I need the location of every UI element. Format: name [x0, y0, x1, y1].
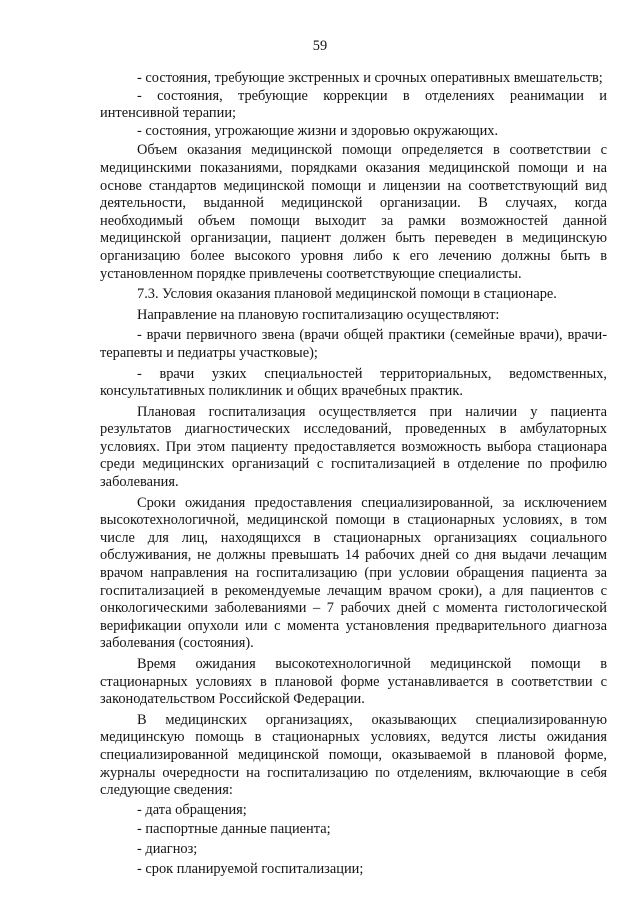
- paragraph-scope-of-care: Объем оказания медицинской помощи определяется в соответствии с медицинскими показаниями, порядками оказания медицинской помощи и на основе стандартов медицинской помощи и лицензии на соответствующий вид деятельности, выданной медицинской организации. В случаях, когда необходимый объем помощи выходит за рамки возможностей данной медицинской организации, пациент должен быть переведен в медицинскую организацию более высокого уровня либо к его лечению должны быть в установленном порядке привлечены соответствующие специалисты.: [100, 142, 607, 282]
- paragraph-waiting-lists: В медицинских организациях, оказывающих специализированную медицинскую помощь в стационарных условиях, ведутся листы ожидания специализированной медицинской помощи, оказываемой в плановой форме, журналы очередности на госпитализацию по отделениям, включающие в себя следующие сведения:: [100, 711, 607, 799]
- list-item-intensive-care: - состояния, требующие коррекции в отделениях реанимации и интенсивной терапии;: [100, 87, 607, 122]
- list-item-danger-to-others: - состояния, угрожающие жизни и здоровью окружающих.: [137, 122, 499, 139]
- list-item-diagnosis: - диагноз;: [137, 840, 198, 857]
- document-body: [100, 70, 607, 878]
- page-number: 59: [312, 38, 328, 54]
- list-item-planned-date: - срок планируемой госпитализации;: [137, 860, 364, 877]
- list-item-emergency-interventions: - состояния, требующие экстренных и срочных оперативных вмешательств;: [137, 70, 603, 86]
- paragraph-waiting-times: Сроки ожидания предоставления специализированной, за исключением высокотехнологичной, медицинской помощи в стационарных условиях, в том числе для лиц, находящихся в стационарных организациях социального обслуживания, не должны превышать 14 рабочих дней со дня выдачи лечащим врачом направления на госпитализацию (при условии обращения пациента за госпитализацией в рекомендуемые лечащим врачом сроки), а для пациентов с онкологическими заболеваниями – 7 рабочих дней с момента гистологической верификации опухоли или с момента установления предварительного диагноза заболевания (состояния).: [100, 494, 607, 652]
- list-item-passport-data: - паспортные данные пациента;: [137, 821, 331, 838]
- section-heading-7-3: 7.3. Условия оказания плановой медицинской помощи в стационаре.: [137, 286, 557, 303]
- list-item-specialist-physicians: - врачи узких специальностей территориальных, ведомственных, консультативных поликлиник и общих врачебных практик.: [100, 365, 607, 400]
- paragraph-planned-hospitalization: Плановая госпитализация осуществляется при наличии у пациента результатов диагностических исследований, проведенных в амбулаторных условиях. При этом пациенту предоставляется возможность выбора стационара среди медицинских организаций с госпитализацией в отделение по профилю заболевания.: [100, 403, 607, 491]
- list-item-primary-physicians: - врачи первичного звена (врачи общей практики (семейные врачи), врачи-терапевты и педиатры участковые);: [100, 327, 607, 361]
- paragraph-high-tech-waiting: Время ожидания высокотехнологичной медицинской помощи в стационарных условиях в плановой форме устанавливается в соответствии с законодательством Российской Федерации.: [100, 656, 607, 708]
- paragraph-referral-intro: Направление на плановую госпитализацию осуществляют:: [137, 306, 500, 323]
- list-item-date-of-request: - дата обращения;: [137, 801, 247, 818]
